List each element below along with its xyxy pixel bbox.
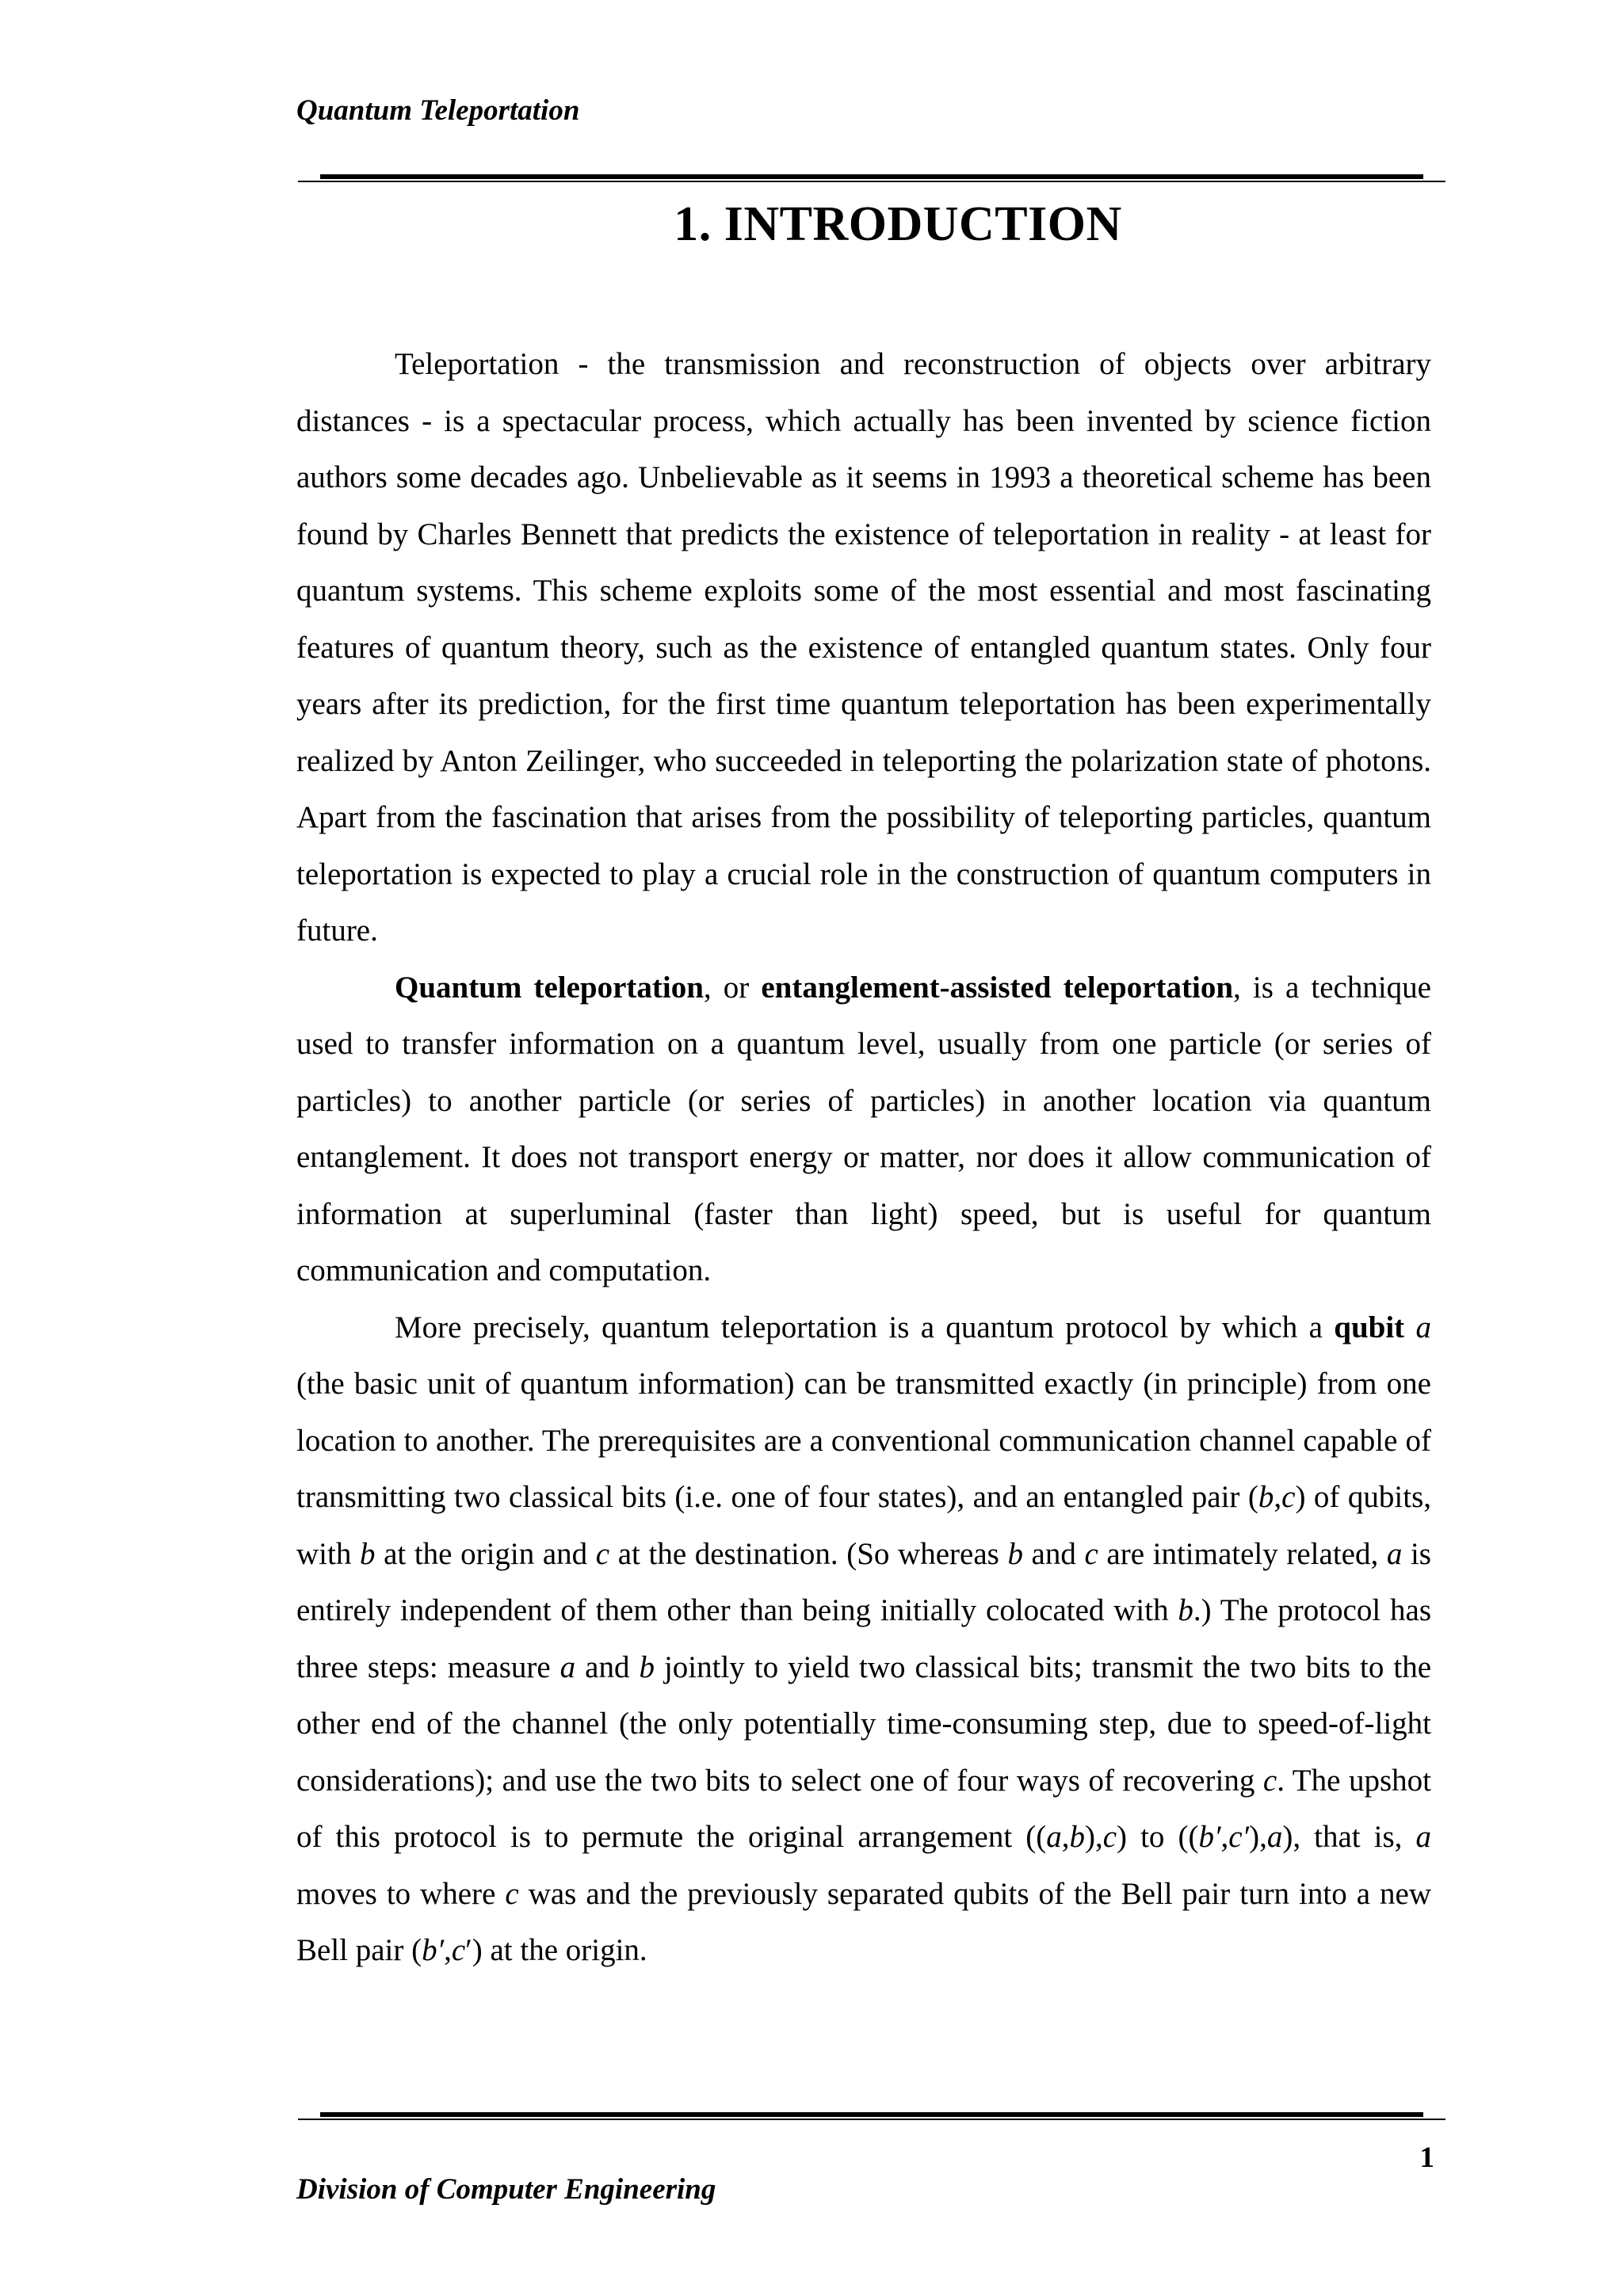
paragraph-3	[296, 1299, 1431, 1979]
math-variable: c	[595, 1536, 610, 1571]
body-text	[296, 336, 1431, 1979]
text-run: , or	[703, 970, 762, 1005]
math-variable: b	[1258, 1480, 1274, 1514]
term-entanglement-assisted-teleportation: entanglement-assisted teleportation	[761, 970, 1234, 1005]
text-run: and	[575, 1650, 640, 1684]
header-rule	[298, 173, 1445, 193]
footer-rule	[298, 2111, 1445, 2131]
math-variable: c	[1084, 1536, 1098, 1571]
math-variable: a	[1415, 1820, 1431, 1854]
text-run: . The upshot of this protocol is to permute the original arrangement ((	[296, 1763, 1431, 1854]
math-variable: b′	[422, 1933, 445, 1967]
math-variable: c	[505, 1876, 519, 1911]
math-variable: b	[1069, 1820, 1085, 1854]
text-run: ) of qubits, with	[296, 1480, 1431, 1571]
math-variable: b	[1007, 1536, 1023, 1571]
text-run: .) The protocol has three steps: measure	[296, 1593, 1431, 1684]
paragraph-1: Teleportation - the transmission and reconstruction of objects over arbitrary distances - is a spectacular process, which actually has been invented by science fiction authors some decades ago. Unbelievable as it seems in 1993 a theoretical scheme has been found by Charles Bennett that predicts the existence of teleportation in reality - at least for quantum systems. This scheme exploits some of the most essential and most fascinating features of quantum theory, such as the existence of entangled quantum states. Only four years after its prediction, for the first time quantum teleportation has been experimentally realized by Anton Zeilinger, who succeeded in teleporting the polarization state of photons. Apart from the fascination that arises from the possibility of teleporting particles, quantum teleportation is expected to play a crucial role in the construction of quantum computers in future.	[296, 347, 1431, 948]
text-run: are intimately related,	[1098, 1536, 1387, 1571]
math-variable: a	[1266, 1820, 1283, 1854]
math-variable: c	[451, 1933, 466, 1967]
math-variable: b	[359, 1536, 376, 1571]
math-variable: a	[1415, 1310, 1432, 1344]
math-variable: b	[1178, 1593, 1193, 1627]
text-run: moves to where	[296, 1876, 506, 1911]
running-footer: Division of Computer Engineering	[296, 2173, 716, 2206]
header-rule-thin-line	[298, 181, 1445, 182]
text-run: ,	[1220, 1820, 1229, 1854]
math-variable: b′	[1198, 1820, 1221, 1854]
text-run: ),	[1084, 1820, 1103, 1854]
text-run: , is a technique used to transfer information on a quantum level, usually from one particle (or series of particles) to another particle (or series of particles) in another location via quantum entanglement. It does not transport energy or matter, nor does it allow communication of information at superluminal (faster than light) speed, but is useful for quantum communication and computation.	[296, 970, 1431, 1287]
math-variable: c′	[1228, 1820, 1250, 1854]
footer-rule-thin-line	[298, 2119, 1445, 2120]
term-quantum-teleportation: Quantum teleportation	[395, 970, 704, 1005]
text-run: More precisely, quantum teleportation is a quantum protocol by which a	[395, 1310, 1335, 1344]
math-variable: a	[559, 1650, 576, 1684]
math-variable: c	[1102, 1820, 1117, 1854]
text-run: at the origin and	[375, 1536, 596, 1571]
term-qubit: qubit	[1334, 1310, 1405, 1344]
text-run: is entirely independent of them other than being initially colocated with	[296, 1536, 1431, 1627]
math-variable: b	[639, 1650, 655, 1684]
math-variable: a	[1386, 1536, 1403, 1571]
text-run: ′) at the origin.	[465, 1933, 647, 1967]
text-run: ),	[1249, 1820, 1267, 1854]
math-variable: c	[1262, 1763, 1277, 1798]
text-run: ,	[1061, 1820, 1070, 1854]
math-variable: a	[1046, 1820, 1062, 1854]
text-run: ), that is,	[1282, 1820, 1416, 1854]
text-run: and	[1022, 1536, 1085, 1571]
text-run: ,	[1274, 1480, 1282, 1514]
text-run: (the basic unit of quantum information) can be transmitted exactly (in principle) from one location to another. The prerequisites are a conventional communication channel capable of transmitting two classical bits (i.e. one of four states), and an entangled pair (	[296, 1367, 1431, 1514]
paragraph-2	[296, 959, 1431, 1299]
page-number: 1	[1419, 2142, 1434, 2174]
header-rule-thick-line	[320, 174, 1423, 179]
text-run: ) to ((	[1117, 1820, 1199, 1854]
text-run: ,	[444, 1933, 452, 1967]
text-run: at the destination. (So whereas	[609, 1536, 1008, 1571]
text-run: was and the previously separated qubits of the Bell pair turn into a new Bell pair (	[296, 1876, 1431, 1967]
chapter-title: 1. INTRODUCTION	[674, 197, 1122, 251]
math-variable: c	[1281, 1480, 1296, 1514]
running-header: Quantum Teleportation	[296, 94, 580, 127]
text-run: jointly to yield two classical bits; transmit the two bits to the other end of the channel (the only potentially time-consuming step, due to speed-of-light considerations); and use the two bits to select one of four ways of recovering	[296, 1650, 1431, 1798]
footer-rule-thick-line	[320, 2112, 1423, 2117]
